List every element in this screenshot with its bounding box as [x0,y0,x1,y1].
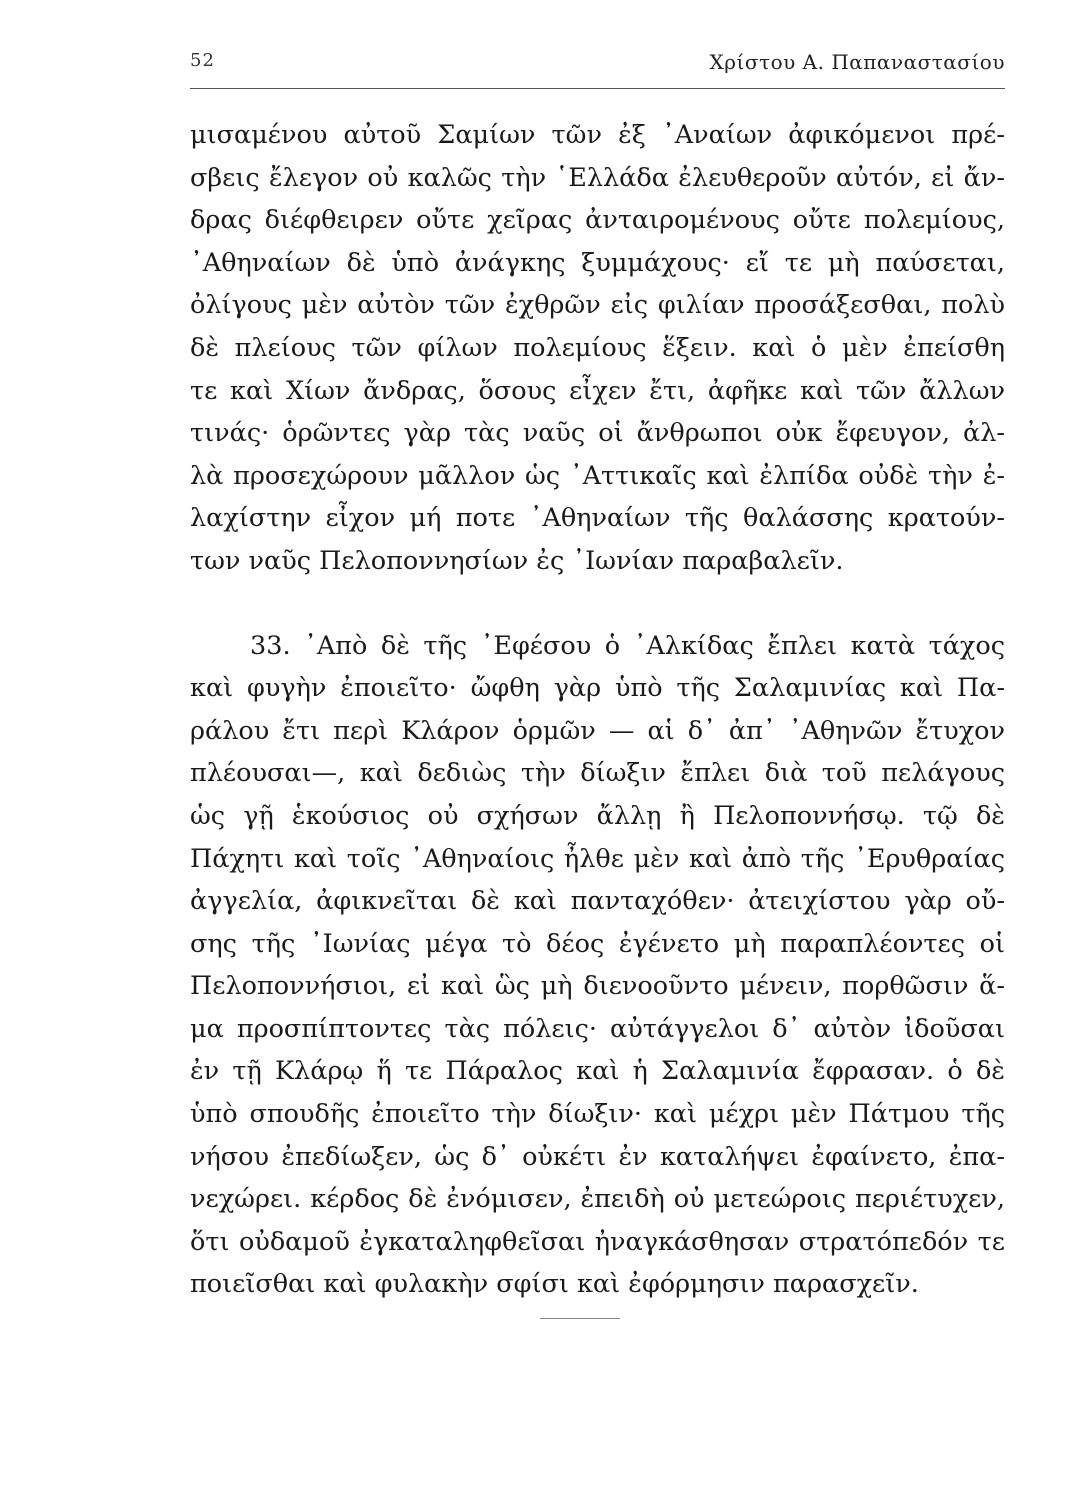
paragraph-1 [190,114,1005,583]
footer-rule [540,1318,620,1319]
text-line: τε καὶ Χίων ἄνδρας, ὅσους εἶχεν ἔτι, ἀφῆκε καὶ τῶν ἄλλων [190,375,1005,406]
text-line: ᾿Αθηναίων δὲ ὑπὸ ἀνάγκης ξυμμάχους· εἴ τε μὴ παύσεται, [190,247,1005,278]
paragraph-gap [190,583,1005,625]
text-line: καὶ φυγὴν ἐποιεῖτο· ὤφθη γὰρ ὑπὸ τῆς Σαλαμινίας καὶ Πα- [190,673,1005,704]
text-line: ὑπὸ σπουδῆς ἐποιεῖτο τὴν δίωξιν· καὶ μέχρι μὲν Πάτμου τῆς [190,1099,1005,1130]
text-line: Πάχητι καὶ τοῖς ᾿Αθηναίοις ἦλθε μὲν καὶ ἀπὸ τῆς ᾿Ερυθραίας [190,843,1005,874]
running-head [190,50,1005,80]
paragraph-2 [190,625,1005,1307]
text-line: σβεις ἔλεγον οὐ καλῶς τὴν ῾Ελλάδα ἐλευθεροῦν αὐτόν, εἰ ἄν- [190,162,1005,193]
text-line: Πελοποννήσιοι, εἰ καὶ ὣς μὴ διενοοῦντο μένειν, πορθῶσιν ἅ- [190,971,1005,1002]
text-line: ἀγγελία, ἀφικνεῖται δὲ καὶ πανταχόθεν· ἀτειχίστου γὰρ οὔ- [190,886,1005,917]
text-line: δρας διέφθειρεν οὔτε χεῖρας ἀνταιρομένους οὔτε πολεμίους, [190,205,1005,236]
text-line: των ναῦς Πελοποννησίων ἐς ᾿Ιωνίαν παραβαλεῖν. [190,545,844,576]
running-head-title: Χρίστου Α. Παπαναστασίου [709,50,1005,74]
text-line: σης τῆς ᾿Ιωνίας μέγα τὸ δέος ἐγένετο μὴ παραπλέοντες οἱ [190,928,1005,959]
text-line: λὰ προσεχώρουν μᾶλλον ὡς ᾿Αττικαῖς καὶ ἐλπίδα οὐδὲ τὴν ἐ- [190,460,1005,491]
text-line: ὡς γῇ ἑκούσιος οὐ σχήσων ἄλλῃ ἢ Πελοποννήσῳ. τῷ δὲ [190,800,1005,831]
text-line: ὀλίγους μὲν αὐτὸν τῶν ἐχθρῶν εἰς φιλίαν προσάξεσθαι, πολὺ [190,290,1005,321]
text-line: ἐν τῇ Κλάρῳ ἥ τε Πάραλος καὶ ἡ Σαλαμινία ἔφρασαν. ὁ δὲ [190,1056,1005,1087]
text-line: λαχίστην εἶχον μή ποτε ᾿Αθηναίων τῆς θαλάσσης κρατούν- [190,503,1005,534]
text-line: ὅτι οὐδαμοῦ ἐγκαταληφθεῖσαι ἠναγκάσθησαν στρατόπεδόν τε [190,1226,1005,1257]
text-line: μα προσπίπτοντες τὰς πόλεις· αὐτάγγελοι δ᾿ αὐτὸν ἰδοῦσαι [190,1013,1005,1044]
body-text [190,114,1005,1306]
text-line: ποιεῖσθαι καὶ φυλακὴν σφίσι καὶ ἐφόρμησιν παρασχεῖν. [190,1269,919,1300]
page-number: 52 [190,50,215,71]
header-rule [190,88,1005,89]
text-line: ράλου ἔτι περὶ Κλάρον ὁρμῶν — αἱ δ᾿ ἀπ᾿ ᾿Αθηνῶν ἔτυχον [190,715,1005,746]
text-line: δὲ πλείους τῶν φίλων πολεμίους ἕξειν. καὶ ὁ μὲν ἐπείσθη [190,332,1005,363]
text-line: πλέουσαι—, καὶ δεδιὼς τὴν δίωξιν ἔπλει διὰ τοῦ πελάγους [190,758,1005,789]
text-line: μισαμένου αὐτοῦ Σαμίων τῶν ἐξ ᾿Αναίων ἀφικόμενοι πρέ- [190,120,1005,150]
text-line: νήσου ἐπεδίωξεν, ὡς δ᾿ οὐκέτι ἐν καταλήψει ἐφαίνετο, ἐπα- [190,1141,1005,1172]
text-line: τινάς· ὁρῶντες γὰρ τὰς ναῦς οἱ ἄνθρωποι οὐκ ἔφευγον, ἀλ- [190,418,1005,449]
text-line: νεχώρει. κέρδος δὲ ἐνόμισεν, ἐπειδὴ οὐ μετεώροις περιέτυχεν, [190,1184,1005,1215]
text-line: 33. ᾿Απὸ δὲ τῆς ᾿Εφέσου ὁ ᾿Αλκίδας ἔπλει κατὰ τάχος [250,630,1005,661]
